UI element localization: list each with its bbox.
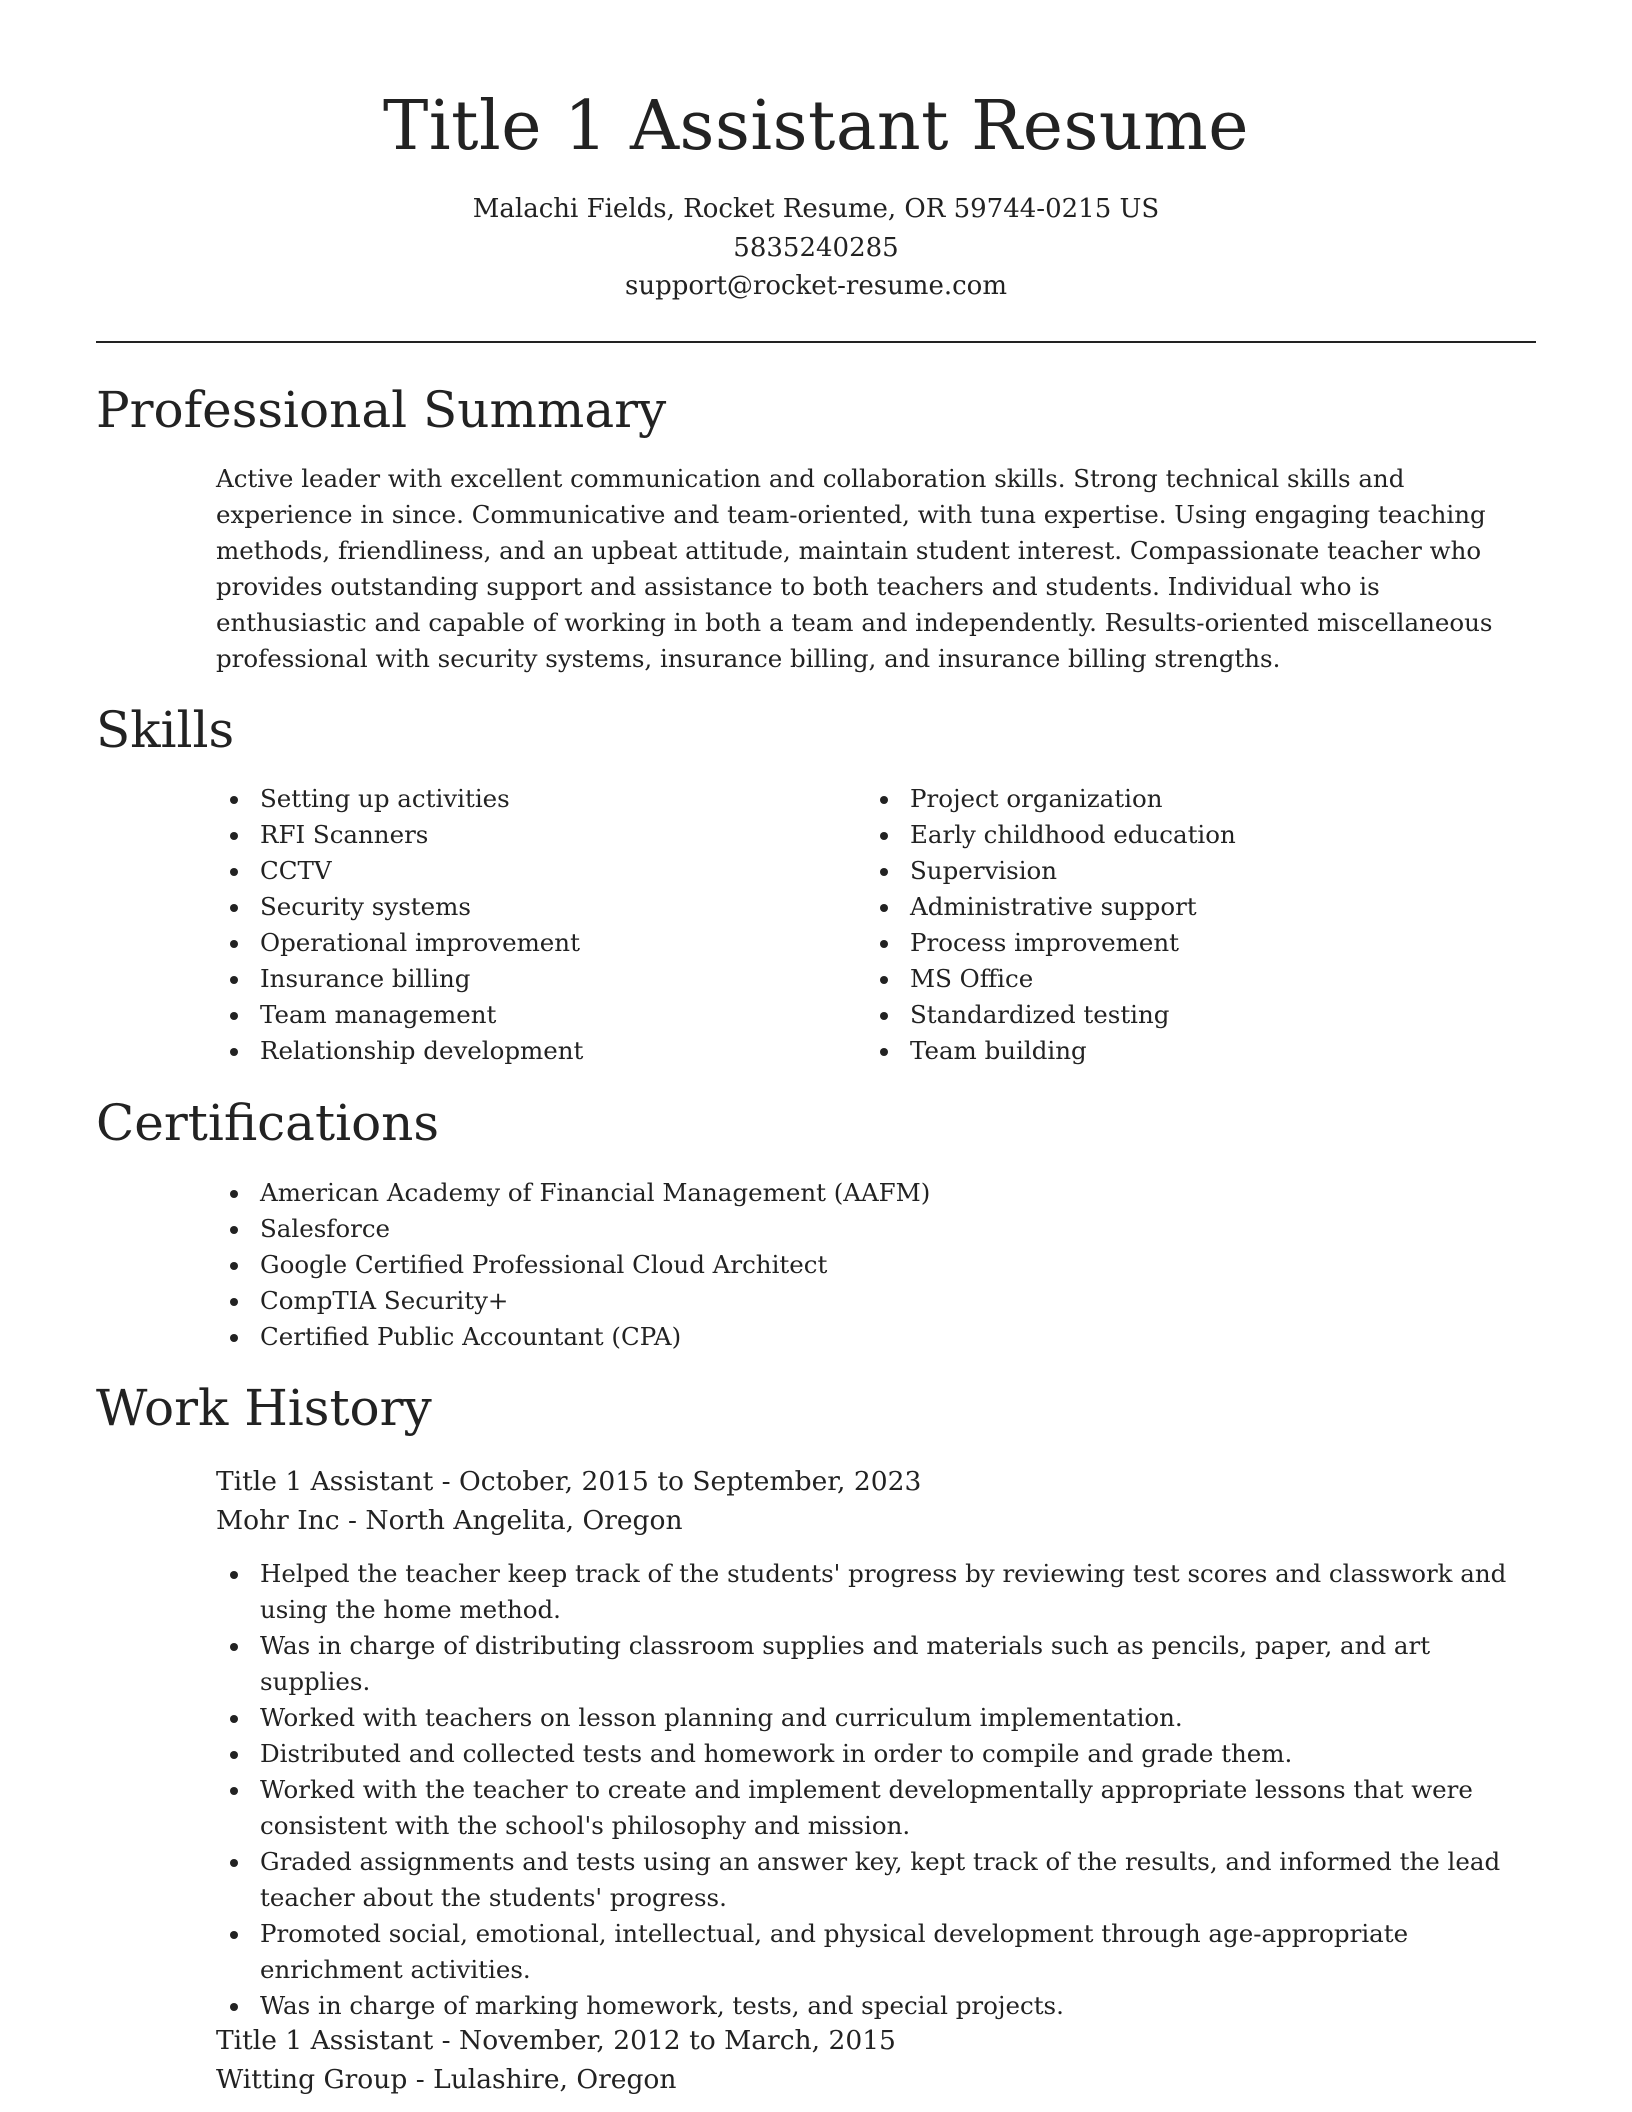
skills-list-right [866,781,1486,1069]
job-dates: - November, 2012 to March, 2015 [433,2025,896,2056]
list-item: Standardized testing [866,997,1486,1033]
list-item: Helped the teacher keep track of the students' progress by reviewing test scores and classwork and using the home method. [216,1556,1536,1628]
list-item: Distributed and collected tests and homework in order to compile and grade them. [216,1736,1536,1772]
job-location: - North Angelita, Oregon [339,1505,683,1536]
work-history-heading: Work History [96,1379,432,1437]
job-1-title-line [216,1462,1536,1501]
job-1-duties [216,1556,1536,2024]
list-item: Insurance billing [216,961,836,997]
list-item: Setting up activities [216,781,836,817]
job-1-company-line [216,1501,1536,1540]
list-item: Certified Public Accountant (CPA) [216,1319,1536,1355]
header-divider [96,341,1536,343]
certifications-heading: Certifications [96,1094,440,1152]
list-item: Salesforce [216,1211,1536,1247]
job-company: Mohr Inc [216,1505,340,1536]
job-company: Witting Group [216,2064,408,2095]
list-item: Project organization [866,781,1486,817]
job-1-header [216,1462,1536,1540]
contact-block [96,190,1536,306]
job-2-header [216,2021,1536,2099]
certifications-list [216,1175,1536,1355]
job-title: Title 1 Assistant [216,1466,434,1497]
skills-list-left [216,781,836,1069]
list-item: Process improvement [866,925,1486,961]
list-item: Worked with teachers on lesson planning and curriculum implementation. [216,1700,1536,1736]
list-item: CompTIA Security+ [216,1283,1536,1319]
summary-heading: Professional Summary [96,381,667,439]
list-item: Was in charge of marking homework, tests, and special projects. [216,1988,1536,2024]
list-item: RFI Scanners [216,817,836,853]
job-2-title-line [216,2021,1536,2060]
job-dates: - October, 2015 to September, 2023 [433,1466,922,1497]
list-item: Early childhood education [866,817,1486,853]
list-item: Graded assignments and tests using an answer key, kept track of the results, and informed the lead teacher about the students' progress. [216,1844,1536,1916]
list-item: MS Office [866,961,1486,997]
list-item: Supervision [866,853,1486,889]
list-item: American Academy of Financial Management (AAFM) [216,1175,1536,1211]
list-item: Administrative support [866,889,1486,925]
list-item: Google Certified Professional Cloud Architect [216,1247,1536,1283]
summary-text: Active leader with excellent communication and collaboration skills. Strong technical skills and experience in since. Communicative and team-oriented, with tuna expertise. Using engaging teaching methods, friendliness, and an upbeat attitude, maintain student interest. Compassionate teacher who provides outstanding support and assistance to both teachers and students. Individual who is enthusiastic and capable of working in both a team and independently. Results-oriented miscellaneous professional with security systems, insurance billing, and insurance billing strengths. [216,464,1493,673]
list-item: Relationship development [216,1033,836,1069]
list-item: Security systems [216,889,836,925]
skills-heading: Skills [96,701,235,759]
list-item: Promoted social, emotional, intellectual, and physical development through age-appropriate enrichment activities. [216,1916,1536,1988]
list-item: Was in charge of distributing classroom supplies and materials such as pencils, paper, and art supplies. [216,1628,1536,1700]
contact-address: Malachi Fields, Rocket Resume, OR 59744-0215 US [472,194,1160,224]
list-item: Team management [216,997,836,1033]
list-item: CCTV [216,853,836,889]
job-location: - Lulashire, Oregon [407,2064,677,2095]
job-2-company-line [216,2060,1536,2099]
list-item: Team building [866,1033,1486,1069]
contact-phone: 5835240285 [733,232,899,263]
resume-title: Title 1 Assistant Resume [383,87,1249,166]
job-title: Title 1 Assistant [216,2025,434,2056]
contact-email: support@rocket-resume.com [624,271,1007,301]
list-item: Operational improvement [216,925,836,961]
list-item: Worked with the teacher to create and implement developmentally appropriate lessons that were consistent with the school's philosophy and mission. [216,1772,1536,1844]
